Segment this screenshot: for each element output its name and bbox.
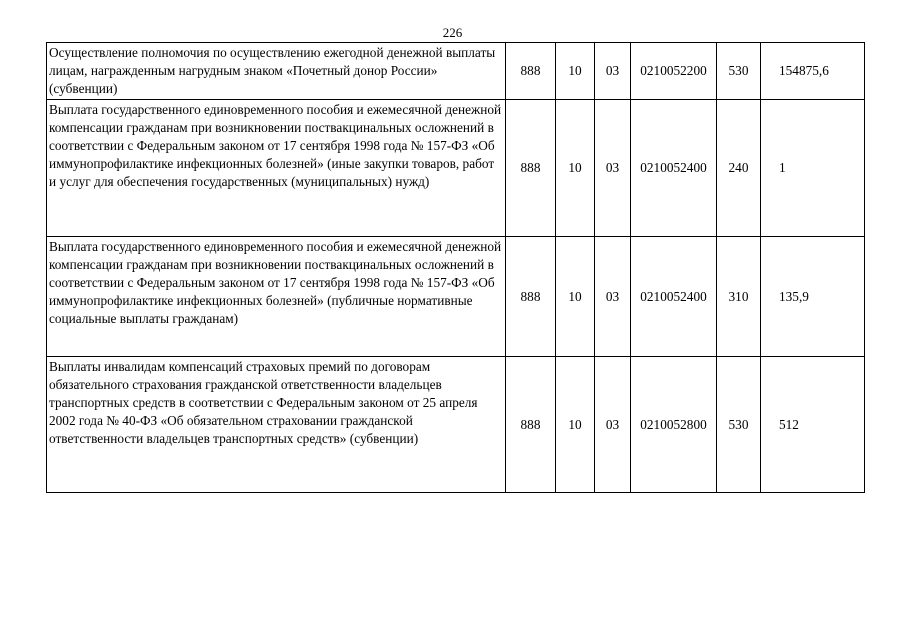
amount: 512 [761, 357, 865, 493]
subsection-code: 03 [595, 237, 631, 357]
grbs-code: 888 [506, 357, 556, 493]
row-description: Выплата государственного единовременного пособия и ежемесячной денежной компенсации гражданам при возникновении поствакцинальных осложнений в соответствии с Федеральным законом от 17 сентября 1998 года № 157-ФЗ «Об иммунопрофилактике инфекционных болезней» (иные закупки товаров, работ и услуг для обеспечения государственных (муниципальных) нужд) [47, 100, 506, 237]
target-article-code: 0210052200 [631, 43, 717, 100]
row-description: Выплата государственного единовременного пособия и ежемесячной денежной компенсации гражданам при возникновении поствакцинальных осложнений в соответствии с Федеральным законом от 17 сентября 1998 года № 157-ФЗ «Об иммунопрофилактике инфекционных болезней» (публичные нормативные социальные выплаты гражданам) [47, 237, 506, 357]
row-description: Выплаты инвалидам компенсаций страховых премий по договорам обязательного страхования гражданской ответственности владельцев транспортных средств в соответствии с Федеральным законом от 25 апреля 2002 года № 40-ФЗ «Об обязательном страховании гражданской ответственности владельцев транспортных средств» (субвенции) [47, 357, 506, 493]
table-row [47, 100, 865, 237]
expense-type-code: 530 [717, 43, 761, 100]
table-row [47, 43, 865, 100]
grbs-code: 888 [506, 43, 556, 100]
budget-table [46, 42, 865, 493]
subsection-code: 03 [595, 43, 631, 100]
expense-type-code: 530 [717, 357, 761, 493]
target-article-code: 0210052400 [631, 237, 717, 357]
section-code: 10 [556, 357, 595, 493]
target-article-code: 0210052400 [631, 100, 717, 237]
section-code: 10 [556, 43, 595, 100]
subsection-code: 03 [595, 100, 631, 237]
subsection-code: 03 [595, 357, 631, 493]
amount: 135,9 [761, 237, 865, 357]
section-code: 10 [556, 100, 595, 237]
amount: 154875,6 [761, 43, 865, 100]
page-number: 226 [442, 25, 463, 40]
grbs-code: 888 [506, 237, 556, 357]
expense-type-code: 240 [717, 100, 761, 237]
amount: 1 [761, 100, 865, 237]
row-description: Осуществление полномочия по осуществлению ежегодной денежной выплаты лицам, награжденным нагрудным знаком «Почетный донор России» (субвенции) [47, 43, 506, 100]
section-code: 10 [556, 237, 595, 357]
target-article-code: 0210052800 [631, 357, 717, 493]
table-row [47, 357, 865, 493]
table-row [47, 237, 865, 357]
grbs-code: 888 [506, 100, 556, 237]
expense-type-code: 310 [717, 237, 761, 357]
